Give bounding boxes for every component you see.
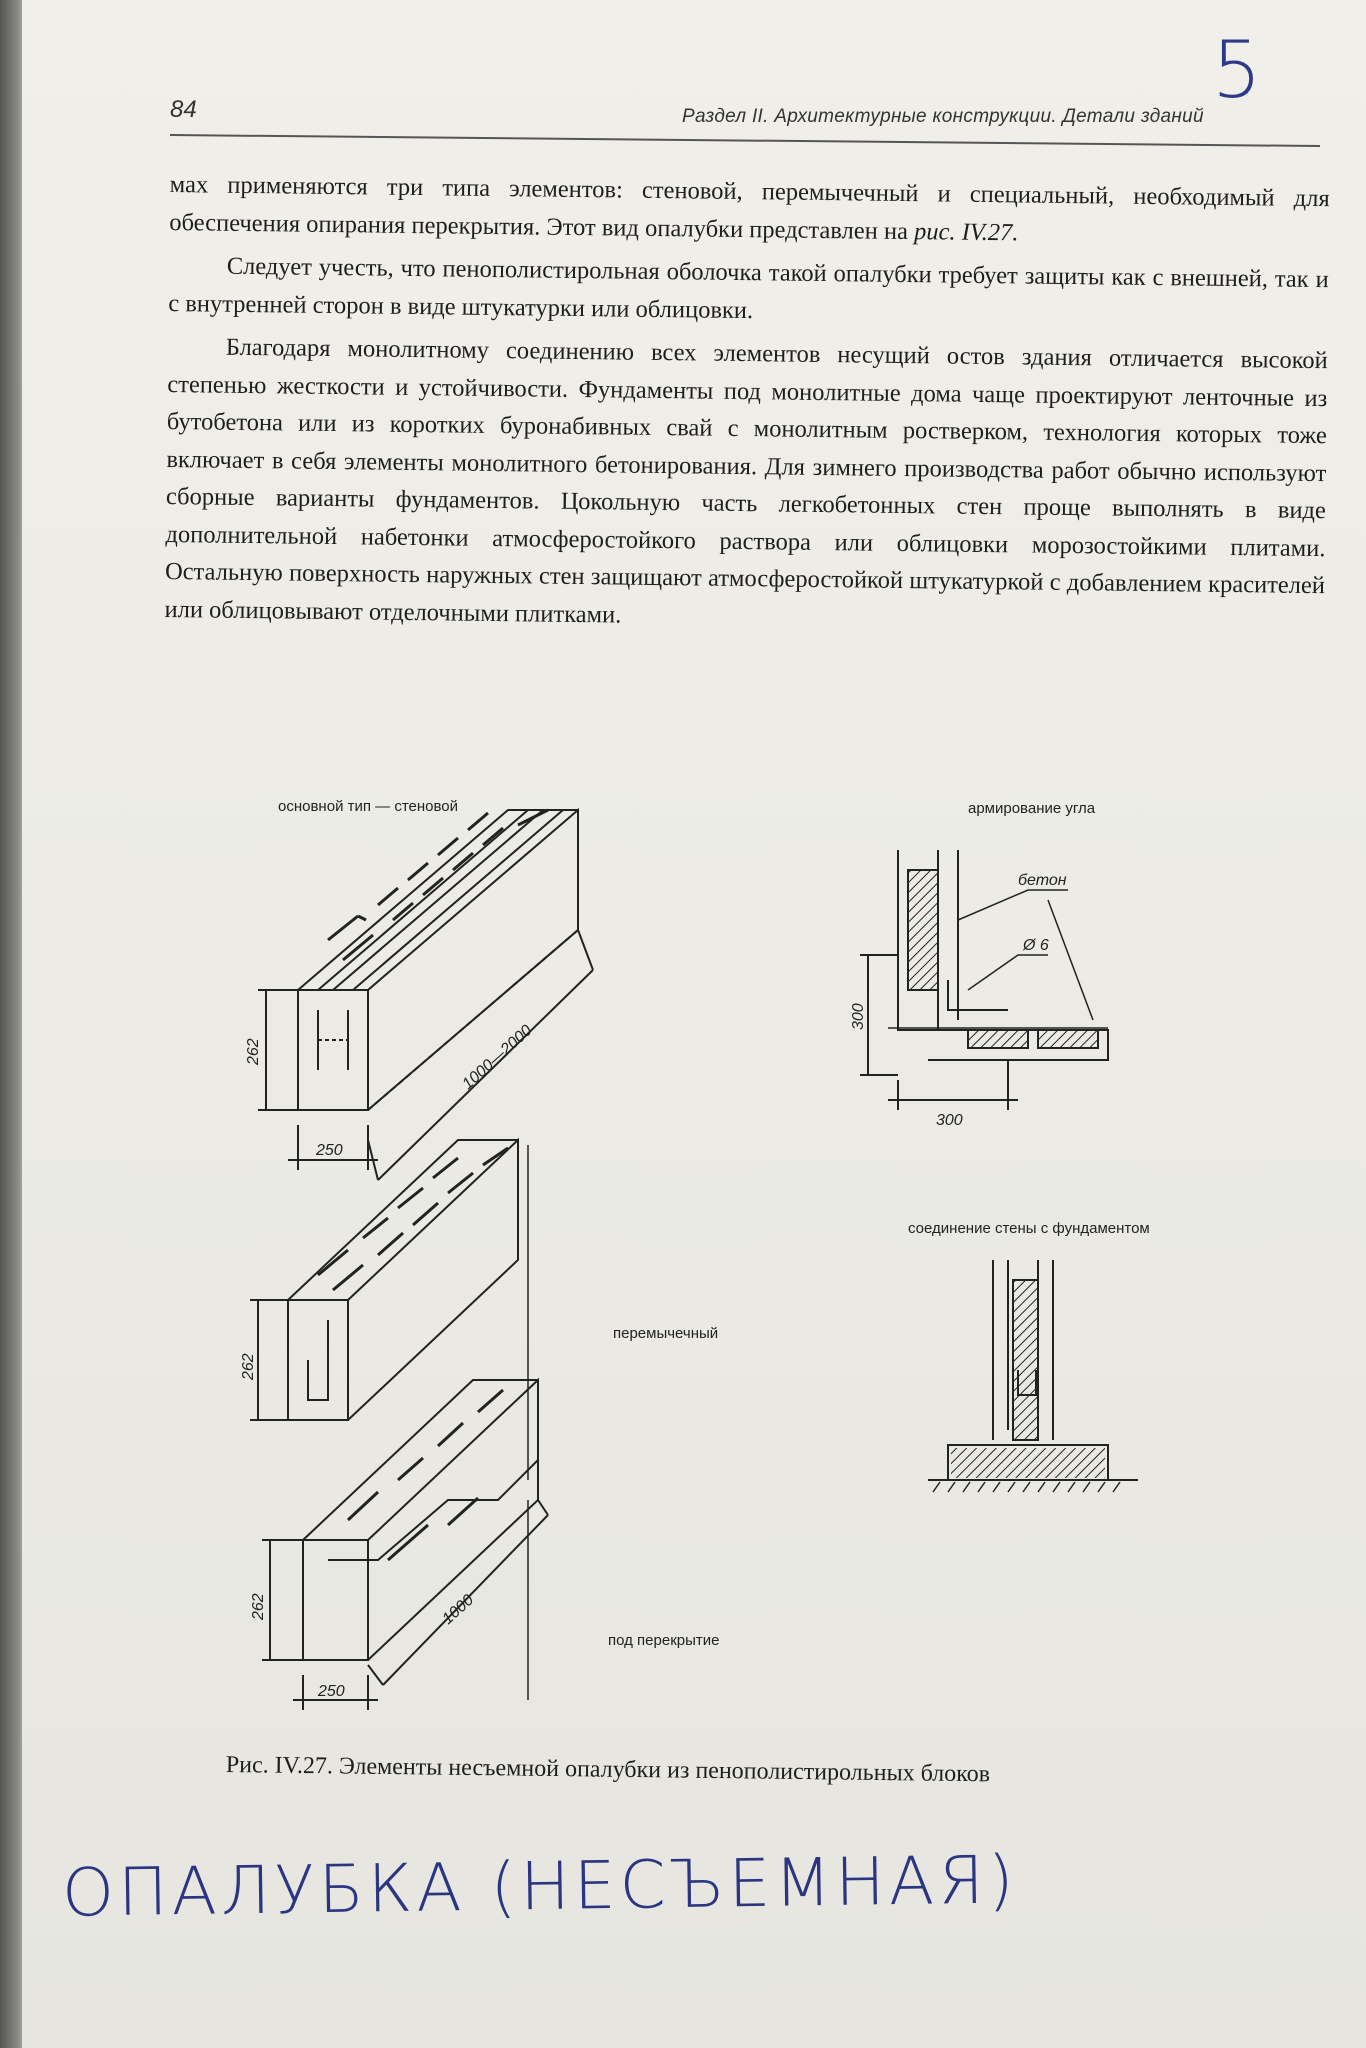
dim-300-vertical: 300 bbox=[850, 1003, 867, 1030]
label-concrete: бетон bbox=[1018, 872, 1067, 889]
label-rebar: Ø 6 bbox=[1023, 937, 1049, 954]
dim-length-wall: 1000—2000 bbox=[459, 1021, 536, 1093]
wall-block-drawing bbox=[258, 810, 593, 1180]
paragraph-1 bbox=[169, 166, 1330, 255]
label-corner: армирование угла bbox=[968, 800, 1096, 817]
figure-reference: рис. IV.27. bbox=[913, 217, 1019, 246]
figure-iv-27 bbox=[240, 780, 1248, 1720]
handwritten-page-mark: 5 bbox=[1212, 26, 1262, 116]
paragraph-2: Следует учесть, что пенополистирольная оболочка такой опалубки требует защиты как с внешней, так и с внутренней сторон в виде штукатурки или облицовки. bbox=[168, 252, 1329, 324]
dim-300-horizontal: 300 bbox=[936, 1112, 963, 1129]
figure-drawing bbox=[240, 780, 1248, 1720]
label-wall-type: основной тип — стеновой bbox=[278, 798, 459, 815]
page-number: 84 bbox=[170, 96, 197, 123]
dim-250-floor: 250 bbox=[318, 1683, 345, 1700]
dim-262-lintel: 262 bbox=[240, 1353, 257, 1380]
dim-262-floor: 262 bbox=[250, 1593, 267, 1620]
label-joint: соединение стены с фундаментом bbox=[908, 1220, 1150, 1237]
dim-262-wall: 262 bbox=[245, 1038, 262, 1065]
body-text bbox=[164, 166, 1330, 648]
dim-250-wall: 250 bbox=[316, 1142, 343, 1159]
header-rule bbox=[170, 134, 1320, 147]
dim-length-floor: 1000 bbox=[439, 1591, 478, 1628]
running-header: Раздел II. Архитектурные конструкции. Детали зданий bbox=[682, 106, 1204, 127]
book-page bbox=[22, 0, 1366, 2048]
paragraph-3: Благодаря монолитному соединению всех элементов несущий остов здания отличается высокой степенью жесткости и устойчивости. Фундаменты под монолитные дома чаще проектируют ленточные из бутобетона или из коротких буронабивных свай с монолитным ростверком, технология которых тоже включает в себя элементы монолитного бетонирования. Для зимнего производства работ обычно используют сборные варианты фундаментов. Цокольную часть легкобетонных стен проще выполнять в виде дополнительной набетонки атмосферостойкого раствора или облицовки морозостойкими плитами. Остальную поверхность наружных стен защищают атмосферостойкой штукатуркой с добавлением красителей или облицовывают отделочными плитками. bbox=[164, 333, 1328, 629]
label-floor-type: под перекрытие bbox=[608, 1632, 720, 1649]
label-lintel-type: перемычечный bbox=[613, 1325, 719, 1342]
paragraph-1-text: мах применяются три типа элементов: стеновой, перемычечный и специальный, необходимый для обеспечения опирания перекрытия. Этот вид опалубки представлен на bbox=[169, 170, 1330, 245]
wall-foundation-joint-drawing bbox=[928, 1260, 1138, 1492]
corner-reinforcement-drawing bbox=[860, 850, 1108, 1110]
floor-block-drawing bbox=[262, 1380, 548, 1710]
handwritten-note: ОПАЛУБКА (НЕСЪЕМНАЯ) bbox=[61, 1841, 1019, 1932]
figure-caption: Рис. IV.27. Элементы несъемной опалубки из пенополистирольных блоков bbox=[225, 1752, 991, 1788]
